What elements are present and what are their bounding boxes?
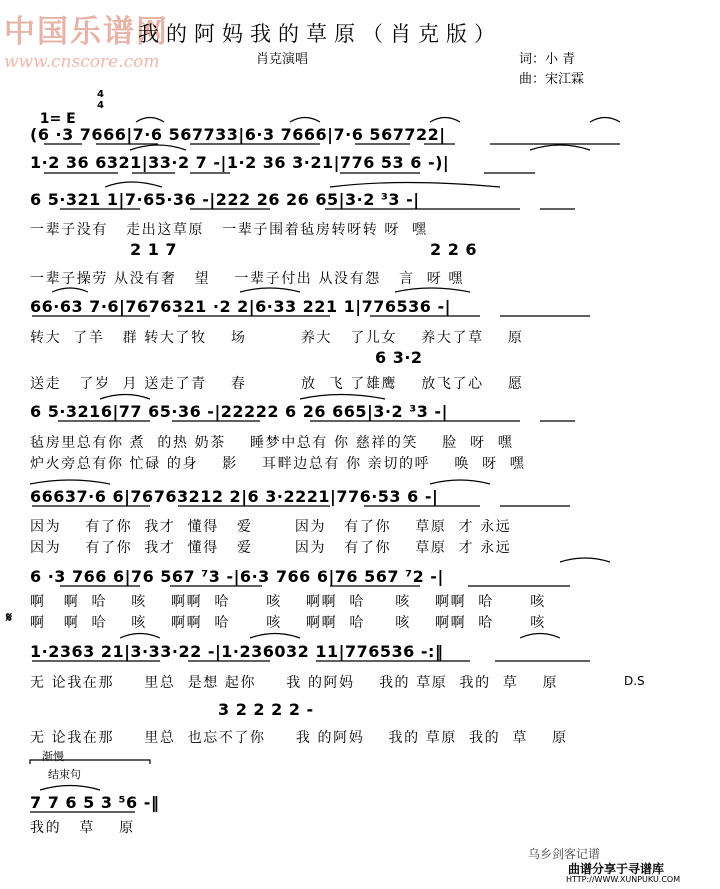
upper-notes-2: 2 2 6	[430, 240, 478, 259]
lyricist-credit: 词：小 青	[519, 52, 576, 67]
tie-arc	[52, 288, 470, 292]
lyric-line-7: 因为 有了你 我才 懂得 爱 因为 有了你 草原 才 永远	[30, 519, 512, 535]
notation-row-7: 6 ·3 766 6|76 567 ⁷3 -|6·3 766 6|76 567 ⁷2 -|	[30, 567, 444, 586]
share-url: HTTP://WWW.XUNPUKU.COM	[566, 875, 681, 884]
composer-credit: 曲：宋江霖	[519, 72, 585, 87]
lyric-line-9: 啊 啊 哈 咳 啊啊 哈 咳 啊啊 哈 咳 啊啊 哈 咳	[30, 594, 546, 610]
upper-notes-1: 2 1 7	[130, 240, 178, 259]
tie-arc	[30, 480, 490, 484]
lyric-line-10: 啊 啊 哈 咳 啊啊 哈 咳 啊啊 哈 咳 啊啊 哈 咳	[30, 615, 546, 631]
watermark-logo: 中国乐谱网	[4, 14, 169, 50]
tempo-mark: 渐慢	[42, 750, 64, 763]
notation-row-2: 1·2 36 6321|33·2 7 -|1·2 36 3·21|776 53 6 -)|	[30, 153, 450, 172]
upper-notes-3: 6 3·2	[375, 348, 423, 367]
lyric-line-12: 无 论我在那 里总 也忘不了你 我 的阿妈 我的 草原 我的 草 原	[30, 730, 568, 746]
tie-arc	[120, 634, 560, 639]
coda-notes: 7 7 6 5 3 ⁵6 -‖	[30, 793, 160, 812]
ending-bracket-label: 结束句	[48, 768, 81, 781]
tie-arc	[40, 786, 100, 791]
tie-arc	[136, 118, 620, 123]
watermark-url: www.cnscore.com	[4, 52, 160, 72]
notation-row-4: 66·63 7·6|7676321 ·2 2|6·33 221 1|776536 -|	[30, 297, 451, 316]
coda-lyric: 我的 草 原	[30, 820, 135, 836]
page-title: 我的阿妈我的草原（肖克版）	[138, 22, 502, 46]
tie-arc	[105, 182, 500, 187]
key-label: 1= E	[39, 111, 76, 127]
notation-row-6: 66637·6 6|76763212 2|6 3·2221|776·53 6 -|	[30, 487, 439, 506]
time-signature-bottom: 4	[97, 100, 104, 111]
lyric-line-11: 无 论我在那 里总 是想 起你 我 的阿妈 我的 草原 我的 草 原	[30, 675, 559, 691]
notation-row-3: 6 5·321 1|7·65·36 -|222 26 26 65|3·2 ³3 -|	[30, 190, 420, 209]
lyric-line-1: 一辈子没有 走出这草原 一辈子围着毡房转呀转 呀 嘿	[30, 222, 428, 238]
notation-row-8: 1·2363 21|3·33·22 -|1·236032 11|776536 -:‖	[30, 642, 444, 661]
transcriber-credit: 乌乡剑客记谱	[528, 847, 601, 861]
share-caption: 曲谱分享于寻谱库	[568, 862, 665, 876]
time-signature-top: 4	[97, 89, 104, 100]
segno-sign: 𝄋	[6, 610, 13, 626]
lyric-line-8: 因为 有了你 我才 懂得 爱 因为 有了你 草原 才 永远	[30, 540, 512, 556]
ds-mark: D.S	[624, 674, 645, 688]
upper-notes-4: 3 2 2 2 2 -	[218, 700, 314, 719]
lyric-line-3: 转大 了羊 群 转大了牧 场 养大 了儿女 养大了草 原	[30, 330, 524, 346]
lyric-line-6: 炉火旁总有你 忙碌 的身 影 耳畔边总有 你 亲切的呼 唤 呀 嘿	[30, 456, 526, 472]
singer-credit: 肖克演唱	[256, 52, 309, 67]
lyric-line-4: 送走 了岁 月 送走了青 春 放 飞 了雄鹰 放飞了心 愿	[30, 376, 524, 392]
tie-arc	[130, 145, 590, 150]
lyric-line-5: 毡房里总有你 煮 的热 奶茶 睡梦中总有 你 慈祥的笑 脸 呀 嘿	[30, 435, 514, 451]
notation-row-5: 6 5·3216|77 65·36 -|22222 6 26 665|3·2 ³3 -|	[30, 402, 448, 421]
tie-arc	[560, 558, 610, 562]
notation-row-1: (6 ·3 7666|7·6 567733|6·3 7666|7·6 567722|	[30, 125, 446, 144]
lyric-line-2: 一辈子操劳 从没有奢 望 一辈子付出 从没有怨 言 呀 嘿	[30, 271, 464, 287]
tie-arc	[100, 395, 385, 400]
